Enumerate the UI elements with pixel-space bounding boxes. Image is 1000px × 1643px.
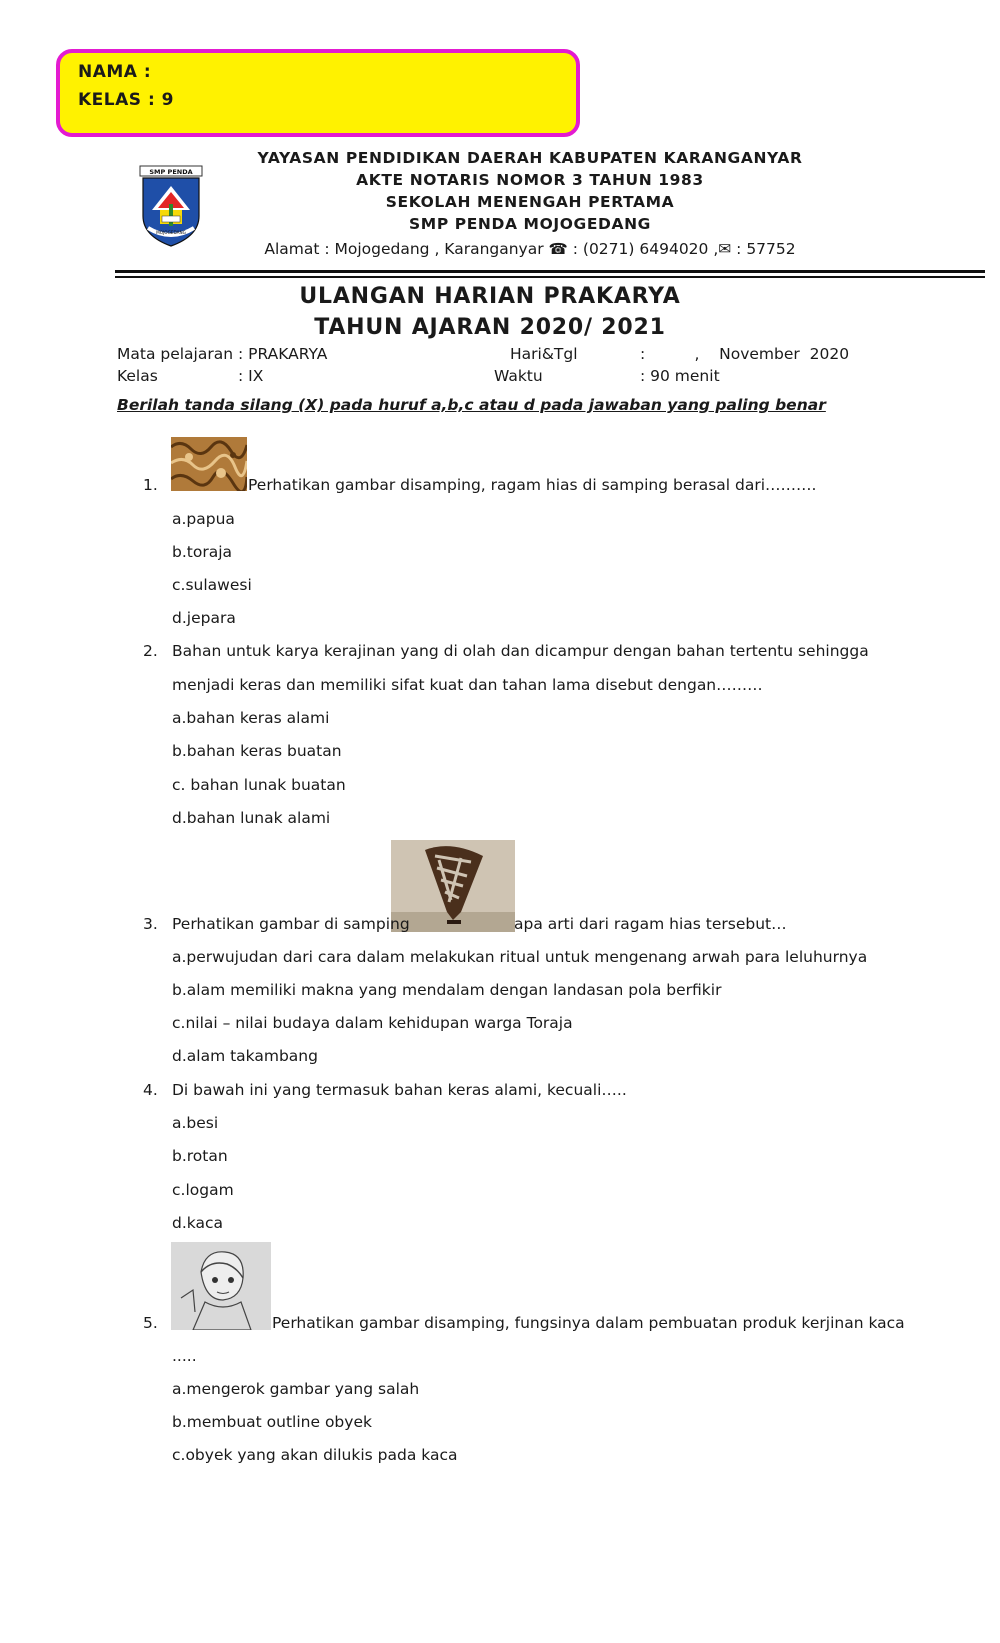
hari-label: Hari&Tgl [510, 345, 578, 363]
question-1-text: Perhatikan gambar disamping, ragam hias di samping berasal dari………. [248, 476, 817, 494]
instruction-text: Berilah tanda silang (X) pada huruf a,b,c atau d pada jawaban yang paling benar [117, 396, 826, 414]
kelas-info-value: : IX [238, 367, 264, 385]
mapel-value: : PRAKARYA [238, 345, 328, 363]
question-1-number: 1. [143, 476, 158, 494]
question-1-option-c[interactable]: c.sulawesi [172, 576, 252, 594]
question-2-option-d[interactable]: d.bahan lunak alami [172, 809, 331, 827]
waktu-label: Waktu [494, 367, 543, 385]
question-4-option-a[interactable]: a.besi [172, 1114, 219, 1132]
question-1-option-a[interactable]: a.papua [172, 510, 235, 528]
exam-year: TAHUN AJARAN 2020/ 2021 [314, 315, 666, 340]
question-3-text-before: Perhatikan gambar di samping [172, 915, 410, 933]
question-1-option-b[interactable]: b.toraja [172, 543, 233, 561]
question-3-option-c[interactable]: c.nilai – nilai budaya dalam kehidupan warga Toraja [172, 1014, 573, 1032]
logo-bottom-text: MOJOGEDANG [156, 230, 186, 235]
question-3-number: 3. [143, 915, 158, 933]
question-5-image [171, 1242, 271, 1330]
kelas-info-label: Kelas [117, 367, 158, 385]
question-5-option-c[interactable]: c.obyek yang akan dilukis pada kaca [172, 1446, 458, 1464]
question-2-text-line-1: Bahan untuk karya kerajinan yang di olah dan dicampur dengan bahan tertentu sehingga [172, 642, 869, 660]
header-address: Alamat : Mojogedang , Karanganyar ☎ : (0271) 6494020 ,✉ : 57752 [264, 240, 796, 258]
question-5-number: 5. [143, 1314, 158, 1332]
question-1-image [171, 437, 247, 491]
header-line-3: SEKOLAH MENENGAH PERTAMA [385, 193, 675, 211]
question-5-option-a[interactable]: a.mengerok gambar yang salah [172, 1380, 420, 1398]
waktu-value: : 90 menit [640, 367, 720, 385]
question-2-number: 2. [143, 642, 158, 660]
header-divider [115, 270, 985, 273]
mapel-label: Mata pelajaran [117, 345, 234, 363]
question-4-option-b[interactable]: b.rotan [172, 1147, 228, 1165]
question-5-option-b[interactable]: b.membuat outline obyek [172, 1413, 372, 1431]
kelas-label: KELAS : 9 [78, 90, 174, 110]
question-1-option-d[interactable]: d.jepara [172, 609, 236, 627]
question-4-option-d[interactable]: d.kaca [172, 1214, 223, 1232]
hari-value: : , November 2020 [640, 345, 850, 363]
header-divider-thin [115, 276, 985, 278]
header-line-1: YAYASAN PENDIDIKAN DAERAH KABUPATEN KARANGANYAR [257, 149, 803, 167]
question-3-option-b[interactable]: b.alam memiliki makna yang mendalam dengan landasan pola berfikir [172, 981, 722, 999]
logo-top-text: SMP PENDA [149, 168, 193, 176]
question-3-text-after: apa arti dari ragam hias tersebut… [514, 915, 787, 933]
question-5-continuation: ..... [172, 1347, 197, 1365]
question-2-option-a[interactable]: a.bahan keras alami [172, 709, 330, 727]
name-box [56, 49, 580, 137]
question-2-option-c[interactable]: c. bahan lunak buatan [172, 776, 346, 794]
question-4-text: Di bawah ini yang termasuk bahan keras alami, kecuali….. [172, 1081, 627, 1099]
exam-title: ULANGAN HARIAN PRAKARYA [299, 284, 681, 309]
question-4-number: 4. [143, 1081, 158, 1099]
nama-label: NAMA : [78, 62, 152, 82]
question-3-option-a[interactable]: a.perwujudan dari cara dalam melakukan ritual untuk mengenang arwah para leluhurnya [172, 948, 868, 966]
header-line-4: SMP PENDA MOJOGEDANG [409, 215, 651, 233]
question-5-text: Perhatikan gambar disamping, fungsinya dalam pembuatan produk kerjinan kaca [272, 1314, 905, 1332]
header-line-2: AKTE NOTARIS NOMOR 3 TAHUN 1983 [356, 171, 704, 189]
question-3-option-d[interactable]: d.alam takambang [172, 1047, 318, 1065]
question-2-option-b[interactable]: b.bahan keras buatan [172, 742, 342, 760]
question-2-text-line-2: menjadi keras dan memiliki sifat kuat dan tahan lama disebut dengan……… [172, 676, 763, 694]
school-logo [138, 164, 204, 250]
question-4-option-c[interactable]: c.logam [172, 1181, 234, 1199]
